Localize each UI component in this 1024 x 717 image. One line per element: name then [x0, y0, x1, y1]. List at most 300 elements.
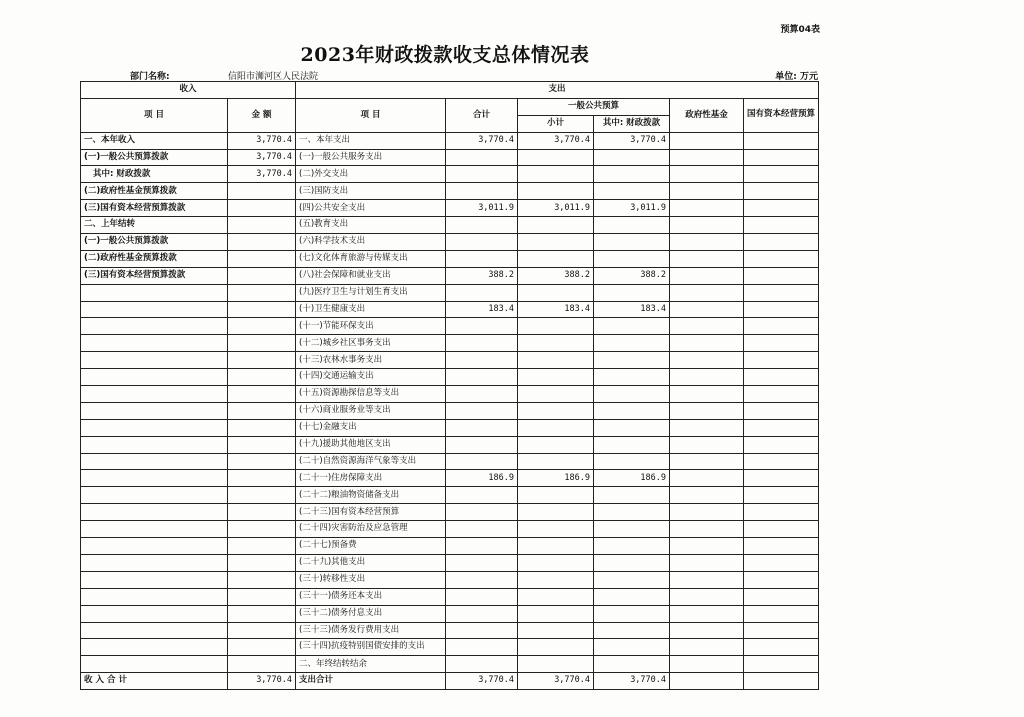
income-amount [228, 419, 296, 436]
income-item [81, 318, 228, 335]
gov-fund-cell [670, 571, 744, 588]
state-capital-cell [744, 639, 819, 656]
department-label: 部门名称: [130, 72, 170, 82]
income-item [81, 386, 228, 403]
general-budget-subtotal-cell [518, 605, 594, 622]
income-amount [228, 656, 296, 673]
expense-item: (二十四)灾害防治及应急管理 [296, 521, 446, 538]
income-amount [228, 521, 296, 538]
fiscal-allocation-cell [594, 284, 670, 301]
gov-fund-cell [670, 639, 744, 656]
gov-fund-cell [670, 470, 744, 487]
income-amount [228, 436, 296, 453]
gov-fund-cell [670, 419, 744, 436]
expense-item: (十五)资源勘探信息等支出 [296, 386, 446, 403]
gov-fund-cell [670, 588, 744, 605]
expense-item: (十六)商业服务业等支出 [296, 402, 446, 419]
fiscal-allocation-cell [594, 453, 670, 470]
fiscal-allocation-cell [594, 369, 670, 386]
gov-fund-cell [670, 622, 744, 639]
income-amount [228, 588, 296, 605]
gov-fund-cell [670, 605, 744, 622]
expense-total-cell [446, 521, 518, 538]
expense-total-cell: 186.9 [446, 470, 518, 487]
general-budget-subtotal-cell [518, 149, 594, 166]
general-budget-subtotal-cell [518, 234, 594, 251]
gov-fund-cell [670, 335, 744, 352]
expense-total-cell [446, 183, 518, 200]
income-amount [228, 386, 296, 403]
expense-total-cell [446, 369, 518, 386]
income-amount [228, 301, 296, 318]
income-item: (二)政府性基金预算拨款 [81, 183, 228, 200]
state-capital-cell [744, 284, 819, 301]
table-row [81, 622, 819, 639]
expense-item: (三十)转移性支出 [296, 571, 446, 588]
state-capital-cell [744, 402, 819, 419]
income-item [81, 605, 228, 622]
state-capital-cell [744, 571, 819, 588]
income-item [81, 588, 228, 605]
department-name: 信阳市浉河区人民法院 [228, 72, 319, 82]
income-item-header: 项 目 [81, 98, 228, 132]
state-capital-cell [744, 436, 819, 453]
income-item [81, 419, 228, 436]
table-row [81, 521, 819, 538]
expense-state-capital [744, 673, 819, 690]
expense-total-cell [446, 571, 518, 588]
income-amount [228, 402, 296, 419]
expense-total-cell: 183.4 [446, 301, 518, 318]
table-row [81, 386, 819, 403]
income-item: 一、本年收入 [81, 132, 228, 149]
expense-item: (十三)农林水事务支出 [296, 352, 446, 369]
table-row [81, 166, 819, 183]
gov-fund-cell [670, 656, 744, 673]
table-row [81, 470, 819, 487]
state-capital-cell [744, 318, 819, 335]
expense-item: (二十一)住房保障支出 [296, 470, 446, 487]
fiscal-allocation-cell: 3,011.9 [594, 200, 670, 217]
table-row [81, 149, 819, 166]
gov-fund-cell [670, 352, 744, 369]
state-capital-cell [744, 166, 819, 183]
expense-total-cell [446, 588, 518, 605]
income-item [81, 284, 228, 301]
table-row [81, 183, 819, 200]
income-total-label: 收入合计 [81, 673, 228, 690]
table-row [81, 284, 819, 301]
expense-header: 支出 [296, 82, 819, 99]
expense-item: (二十七)预备费 [296, 538, 446, 555]
expense-total-cell [446, 250, 518, 267]
expense-total-cell [446, 335, 518, 352]
expense-total-cell [446, 436, 518, 453]
state-capital-cell [744, 588, 819, 605]
general-budget-subtotal-cell [518, 335, 594, 352]
state-capital-cell [744, 386, 819, 403]
gov-fund-cell [670, 538, 744, 555]
income-amount [228, 571, 296, 588]
income-item [81, 470, 228, 487]
state-capital-cell [744, 267, 819, 284]
general-budget-subtotal-cell [518, 250, 594, 267]
gov-fund-cell [670, 521, 744, 538]
general-budget-header: 一般公共预算 [518, 98, 670, 115]
expense-total-cell [446, 656, 518, 673]
state-capital-cell [744, 149, 819, 166]
fiscal-allocation-cell: 186.9 [594, 470, 670, 487]
expense-total-cell [446, 419, 518, 436]
general-budget-subtotal-cell [518, 217, 594, 234]
expense-fiscal: 3,770.4 [594, 673, 670, 690]
expense-item: (五)教育支出 [296, 217, 446, 234]
expense-total-cell [446, 217, 518, 234]
table-row [81, 132, 819, 149]
expense-item: (七)文化体育旅游与传媒支出 [296, 250, 446, 267]
income-amount [228, 622, 296, 639]
gov-fund-header: 政府性基金 [670, 98, 744, 132]
state-capital-cell [744, 234, 819, 251]
expense-item: (八)社会保障和就业支出 [296, 267, 446, 284]
income-amount [228, 183, 296, 200]
budget-table [80, 81, 819, 690]
expense-item: (十一)节能环保支出 [296, 318, 446, 335]
gov-fund-cell [670, 217, 744, 234]
table-row [81, 369, 819, 386]
general-budget-subtotal-cell [518, 487, 594, 504]
expense-item: (三十三)债务发行费用支出 [296, 622, 446, 639]
state-capital-cell [744, 250, 819, 267]
general-budget-subtotal-cell: 186.9 [518, 470, 594, 487]
expense-total-cell [446, 402, 518, 419]
income-item [81, 571, 228, 588]
fiscal-allocation-cell [594, 436, 670, 453]
fiscal-allocation-cell [594, 487, 670, 504]
state-capital-cell [744, 504, 819, 521]
gov-fund-cell [670, 250, 744, 267]
general-budget-subtotal-cell [518, 656, 594, 673]
expense-total-cell: 3,011.9 [446, 200, 518, 217]
income-amount [228, 453, 296, 470]
fiscal-allocation-cell [594, 639, 670, 656]
expense-item: (十九)援助其他地区支出 [296, 436, 446, 453]
fiscal-allocation-cell [594, 538, 670, 555]
fiscal-allocation-cell [594, 234, 670, 251]
income-amount: 3,770.4 [228, 132, 296, 149]
expense-item: (三十四)抗疫特别国债安排的支出 [296, 639, 446, 656]
expense-item: (十四)交通运输支出 [296, 369, 446, 386]
expense-total-cell [446, 318, 518, 335]
income-amount [228, 318, 296, 335]
income-item [81, 504, 228, 521]
income-item [81, 656, 228, 673]
state-capital-cell [744, 419, 819, 436]
gov-fund-cell [670, 386, 744, 403]
expense-total-cell [446, 149, 518, 166]
general-budget-subtotal-cell [518, 453, 594, 470]
table-row [81, 200, 819, 217]
table-row [81, 419, 819, 436]
fiscal-header: 其中: 财政拨款 [594, 115, 670, 132]
expense-item: (三十二)债务付息支出 [296, 605, 446, 622]
general-budget-subtotal-cell [518, 284, 594, 301]
income-item [81, 487, 228, 504]
state-capital-header: 国有资本经营预算 [744, 98, 819, 132]
income-item: (三)国有资本经营预算拨款 [81, 200, 228, 217]
general-budget-subtotal-cell [518, 318, 594, 335]
state-capital-cell [744, 335, 819, 352]
table-row [81, 217, 819, 234]
state-capital-cell [744, 487, 819, 504]
expense-item: (十)卫生健康支出 [296, 301, 446, 318]
state-capital-cell [744, 183, 819, 200]
table-row [81, 318, 819, 335]
expense-total-cell [446, 166, 518, 183]
fiscal-allocation-cell [594, 386, 670, 403]
income-amount [228, 369, 296, 386]
income-item [81, 521, 228, 538]
expense-item: (十二)城乡社区事务支出 [296, 335, 446, 352]
general-budget-subtotal-cell [518, 166, 594, 183]
form-number: 预算04表 [780, 25, 820, 35]
income-item [81, 436, 228, 453]
income-amount [228, 639, 296, 656]
gov-fund-cell [670, 436, 744, 453]
general-budget-subtotal-cell [518, 352, 594, 369]
income-item [81, 335, 228, 352]
income-amount [228, 217, 296, 234]
table-row [81, 402, 819, 419]
income-amount [228, 250, 296, 267]
income-item: (二)政府性基金预算拨款 [81, 250, 228, 267]
general-budget-subtotal-cell [518, 639, 594, 656]
expense-item: (四)公共安全支出 [296, 200, 446, 217]
fiscal-allocation-cell [594, 419, 670, 436]
state-capital-cell [744, 453, 819, 470]
income-item: 其中: 财政拨款 [81, 166, 228, 183]
total-row [81, 673, 819, 690]
table-row [81, 571, 819, 588]
state-capital-cell [744, 521, 819, 538]
general-budget-subtotal-cell [518, 588, 594, 605]
fiscal-allocation-cell [594, 521, 670, 538]
expense-item: (二十二)粮油物资储备支出 [296, 487, 446, 504]
page-title: 2023年财政拨款收支总体情况表 [300, 44, 590, 66]
fiscal-allocation-cell [594, 183, 670, 200]
fiscal-allocation-cell [594, 166, 670, 183]
expense-total-cell [446, 639, 518, 656]
income-item [81, 453, 228, 470]
expense-total: 3,770.4 [446, 673, 518, 690]
total-header: 合计 [446, 98, 518, 132]
income-amount [228, 470, 296, 487]
gov-fund-cell [670, 166, 744, 183]
table-row [81, 234, 819, 251]
state-capital-cell [744, 369, 819, 386]
state-capital-cell [744, 132, 819, 149]
gov-fund-cell [670, 149, 744, 166]
income-item: (三)国有资本经营预算拨款 [81, 267, 228, 284]
income-amount [228, 538, 296, 555]
income-amount [228, 504, 296, 521]
table-row [81, 335, 819, 352]
gov-fund-cell [670, 267, 744, 284]
income-amount [228, 487, 296, 504]
general-budget-subtotal-cell: 388.2 [518, 267, 594, 284]
table-row [81, 588, 819, 605]
state-capital-cell [744, 200, 819, 217]
table-row [81, 436, 819, 453]
table-row [81, 352, 819, 369]
fiscal-allocation-cell [594, 352, 670, 369]
expense-total-label: 支出合计 [296, 673, 446, 690]
general-budget-subtotal-cell [518, 622, 594, 639]
table-row [81, 267, 819, 284]
general-budget-subtotal-cell [518, 386, 594, 403]
table-row [81, 250, 819, 267]
fiscal-allocation-cell [594, 318, 670, 335]
expense-item: (一)一般公共服务支出 [296, 149, 446, 166]
fiscal-allocation-cell [594, 504, 670, 521]
expense-total-cell [446, 605, 518, 622]
expense-total-cell: 3,770.4 [446, 132, 518, 149]
expense-gov-fund [670, 673, 744, 690]
expense-total-cell [446, 487, 518, 504]
gov-fund-cell [670, 132, 744, 149]
gov-fund-cell [670, 453, 744, 470]
fiscal-allocation-cell [594, 605, 670, 622]
expense-item: (二十九)其他支出 [296, 554, 446, 571]
income-item [81, 622, 228, 639]
income-amount [228, 200, 296, 217]
general-budget-subtotal-cell [518, 369, 594, 386]
fiscal-allocation-cell [594, 554, 670, 571]
table-row [81, 504, 819, 521]
table-row [81, 656, 819, 673]
expense-item: (三)国防支出 [296, 183, 446, 200]
general-budget-subtotal-cell [518, 436, 594, 453]
income-amount [228, 352, 296, 369]
state-capital-cell [744, 538, 819, 555]
fiscal-allocation-cell: 388.2 [594, 267, 670, 284]
gov-fund-cell [670, 200, 744, 217]
expense-item: (三十一)债务还本支出 [296, 588, 446, 605]
state-capital-cell [744, 352, 819, 369]
fiscal-allocation-cell [594, 335, 670, 352]
income-item [81, 301, 228, 318]
table-row [81, 554, 819, 571]
income-amount [228, 605, 296, 622]
general-budget-subtotal-cell [518, 183, 594, 200]
subtotal-header: 小计 [518, 115, 594, 132]
gov-fund-cell [670, 402, 744, 419]
income-amount [228, 335, 296, 352]
general-budget-subtotal-cell: 3,011.9 [518, 200, 594, 217]
fiscal-allocation-cell [594, 149, 670, 166]
general-budget-subtotal-cell [518, 554, 594, 571]
income-item [81, 639, 228, 656]
fiscal-allocation-cell [594, 250, 670, 267]
income-amount [228, 267, 296, 284]
expense-item: (二十)自然资源海洋气象等支出 [296, 453, 446, 470]
gov-fund-cell [670, 301, 744, 318]
gov-fund-cell [670, 369, 744, 386]
income-item [81, 352, 228, 369]
gov-fund-cell [670, 318, 744, 335]
fiscal-allocation-cell [594, 588, 670, 605]
income-item [81, 554, 228, 571]
table-row [81, 453, 819, 470]
gov-fund-cell [670, 554, 744, 571]
income-amount [228, 234, 296, 251]
state-capital-cell [744, 217, 819, 234]
income-item [81, 402, 228, 419]
income-item: 二、上年结转 [81, 217, 228, 234]
fiscal-allocation-cell [594, 402, 670, 419]
expense-total-cell [446, 284, 518, 301]
income-amount: 3,770.4 [228, 149, 296, 166]
general-budget-subtotal-cell [518, 571, 594, 588]
expense-total-cell [446, 453, 518, 470]
expense-total-cell [446, 352, 518, 369]
fiscal-allocation-cell [594, 217, 670, 234]
table-row [81, 487, 819, 504]
income-amount: 3,770.4 [228, 166, 296, 183]
expense-item: 二、年终结转结余 [296, 656, 446, 673]
expense-item: 一、本年支出 [296, 132, 446, 149]
expense-total-cell: 388.2 [446, 267, 518, 284]
table-row [81, 639, 819, 656]
general-budget-subtotal-cell: 183.4 [518, 301, 594, 318]
general-budget-subtotal-cell [518, 538, 594, 555]
expense-item: (九)医疗卫生与计划生育支出 [296, 284, 446, 301]
income-item: (一)一般公共预算拨款 [81, 234, 228, 251]
gov-fund-cell [670, 487, 744, 504]
table-row [81, 605, 819, 622]
income-header: 收入 [81, 82, 296, 99]
expense-total-cell [446, 554, 518, 571]
income-item [81, 538, 228, 555]
expense-subtotal: 3,770.4 [518, 673, 594, 690]
general-budget-subtotal-cell [518, 521, 594, 538]
expense-item-header: 项 目 [296, 98, 446, 132]
state-capital-cell [744, 656, 819, 673]
unit-label: 单位: 万元 [775, 72, 818, 82]
expense-item: (十七)金融支出 [296, 419, 446, 436]
expense-item: (二十三)国有资本经营预算 [296, 504, 446, 521]
income-total-amount: 3,770.4 [228, 673, 296, 690]
expense-item: (二)外交支出 [296, 166, 446, 183]
income-amount-header: 金 额 [228, 98, 296, 132]
state-capital-cell [744, 301, 819, 318]
fiscal-allocation-cell [594, 656, 670, 673]
gov-fund-cell [670, 183, 744, 200]
state-capital-cell [744, 605, 819, 622]
state-capital-cell [744, 622, 819, 639]
general-budget-subtotal-cell [518, 402, 594, 419]
fiscal-allocation-cell [594, 571, 670, 588]
general-budget-subtotal-cell: 3,770.4 [518, 132, 594, 149]
fiscal-allocation-cell: 183.4 [594, 301, 670, 318]
income-item: (一)一般公共预算拨款 [81, 149, 228, 166]
general-budget-subtotal-cell [518, 504, 594, 521]
table-row [81, 538, 819, 555]
gov-fund-cell [670, 504, 744, 521]
gov-fund-cell [670, 284, 744, 301]
gov-fund-cell [670, 234, 744, 251]
fiscal-allocation-cell: 3,770.4 [594, 132, 670, 149]
